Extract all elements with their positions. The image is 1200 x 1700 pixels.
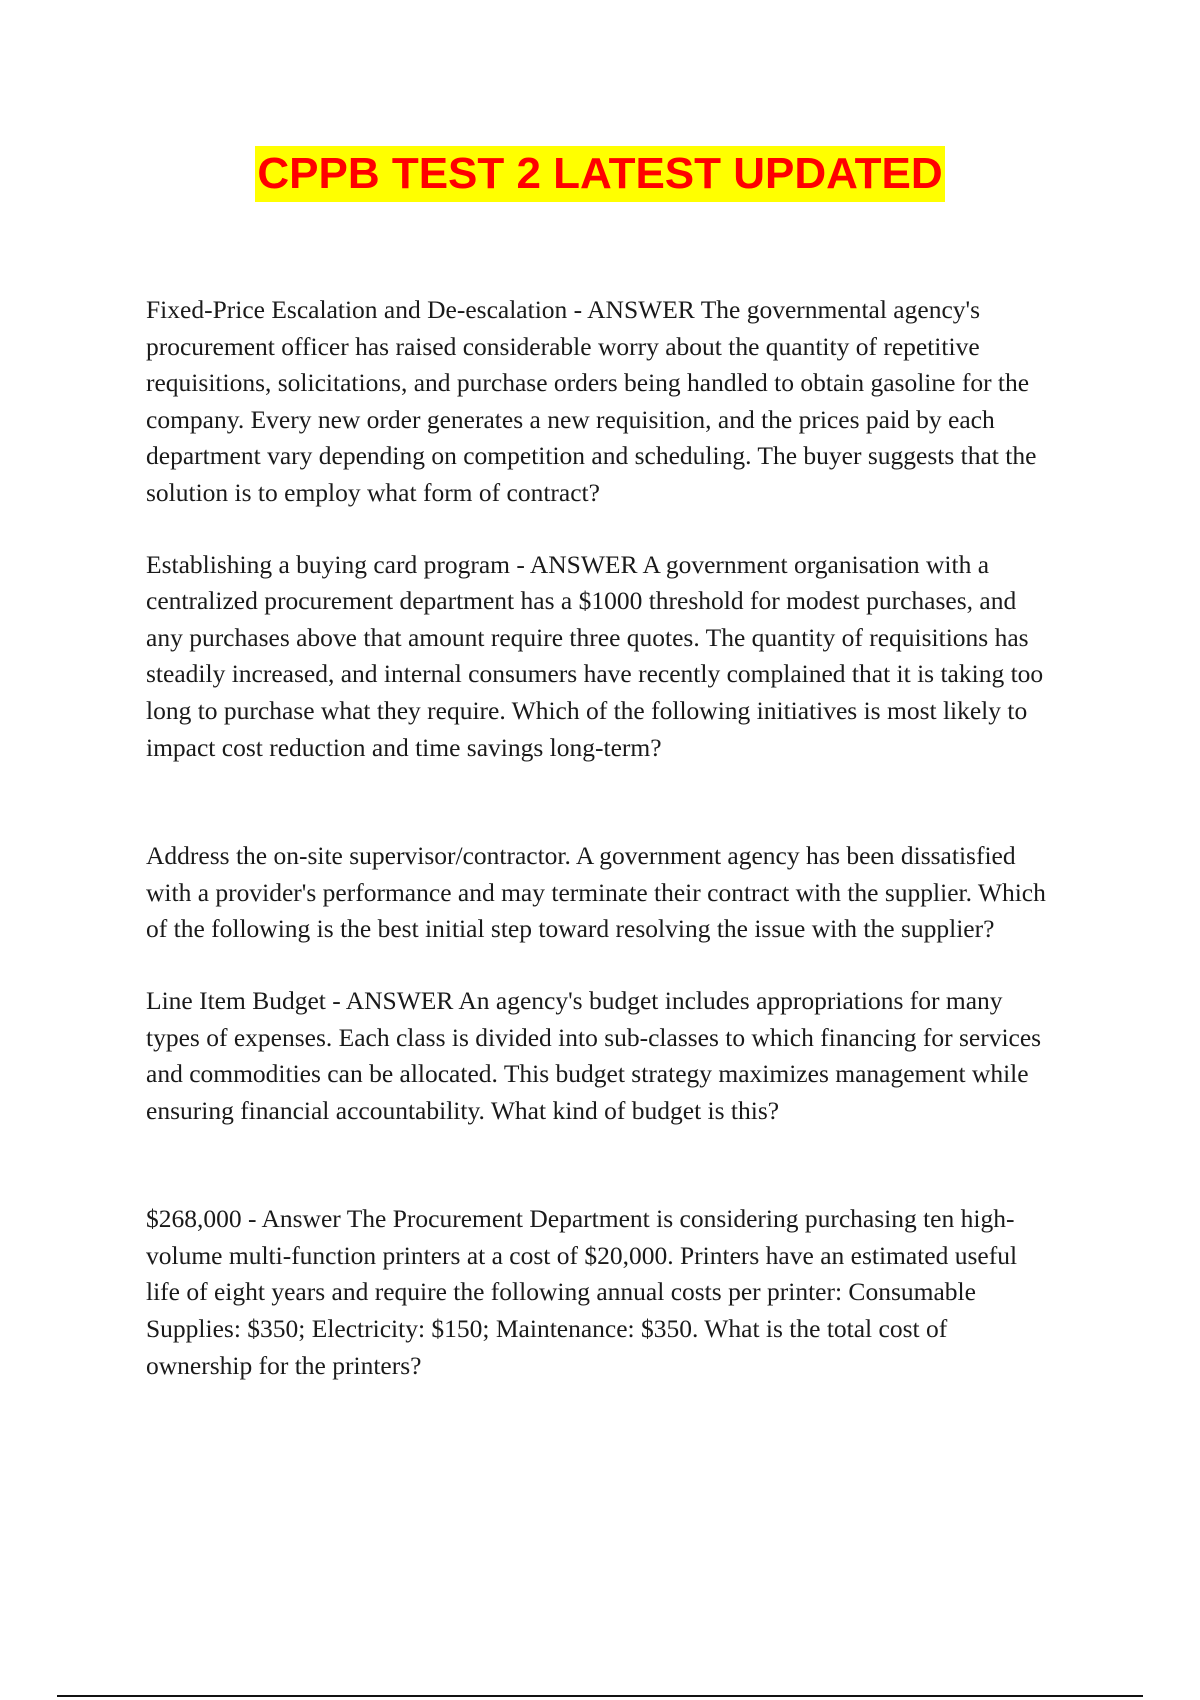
qa-entry-1: Fixed-Price Escalation and De-escalation - ANSWER The governmental agency's procurement officer has raised considerable worry about the quantity of repetitive requisitions, solicitations, and purchase orders being handled to obtain gasoline for the company. Every new order generates a new requisition, and the prices paid by each department vary depending on competition and scheduling. The buyer suggests that the solution is to employ what form of contract?: [146, 295, 1037, 507]
qa-entry-5: $268,000 - Answer The Procurement Department is considering purchasing ten high-volume multi-function printers at a cost of $20,000. Printers have an estimated useful life of eight years and require the following annual costs per printer: Consumable Supplies: $350; Electricity: $150; Maintenance: $350. What is the total cost of ownership for the printers?: [146, 1204, 1018, 1380]
title-container: [0, 146, 1200, 202]
qa-entry-2: Establishing a buying card program - ANSWER A government organisation with a centralized procurement department has a $1000 threshold for modest purchases, and any purchases above that amount require three quotes. The quantity of requisitions has steadily increased, and internal consumers have recently complained that it is taking too long to purchase what they require. Which of the following initiatives is most likely to impact cost reduction and time savings long-term?: [146, 549, 1044, 762]
qa-list: [146, 292, 1046, 1384]
qa-entry-3: Address the on-site supervisor/contractor. A government agency has been dissatisfied with a provider's performance and may terminate their contract with the supplier. Which of the following is the best initial step toward resolving the issue with the supplier?: [146, 841, 1046, 944]
footer-divider: [57, 1695, 1143, 1697]
document-title: CPPB TEST 2 LATEST UPDATED: [255, 146, 944, 202]
qa-entry-4: Line Item Budget - ANSWER An agency's budget includes appropriations for many types of expenses. Each class is divided into sub-classes to which financing for services and commodities can be allocated. This budget strategy maximizes management while ensuring financial accountability. What kind of budget is this?: [146, 985, 1042, 1125]
